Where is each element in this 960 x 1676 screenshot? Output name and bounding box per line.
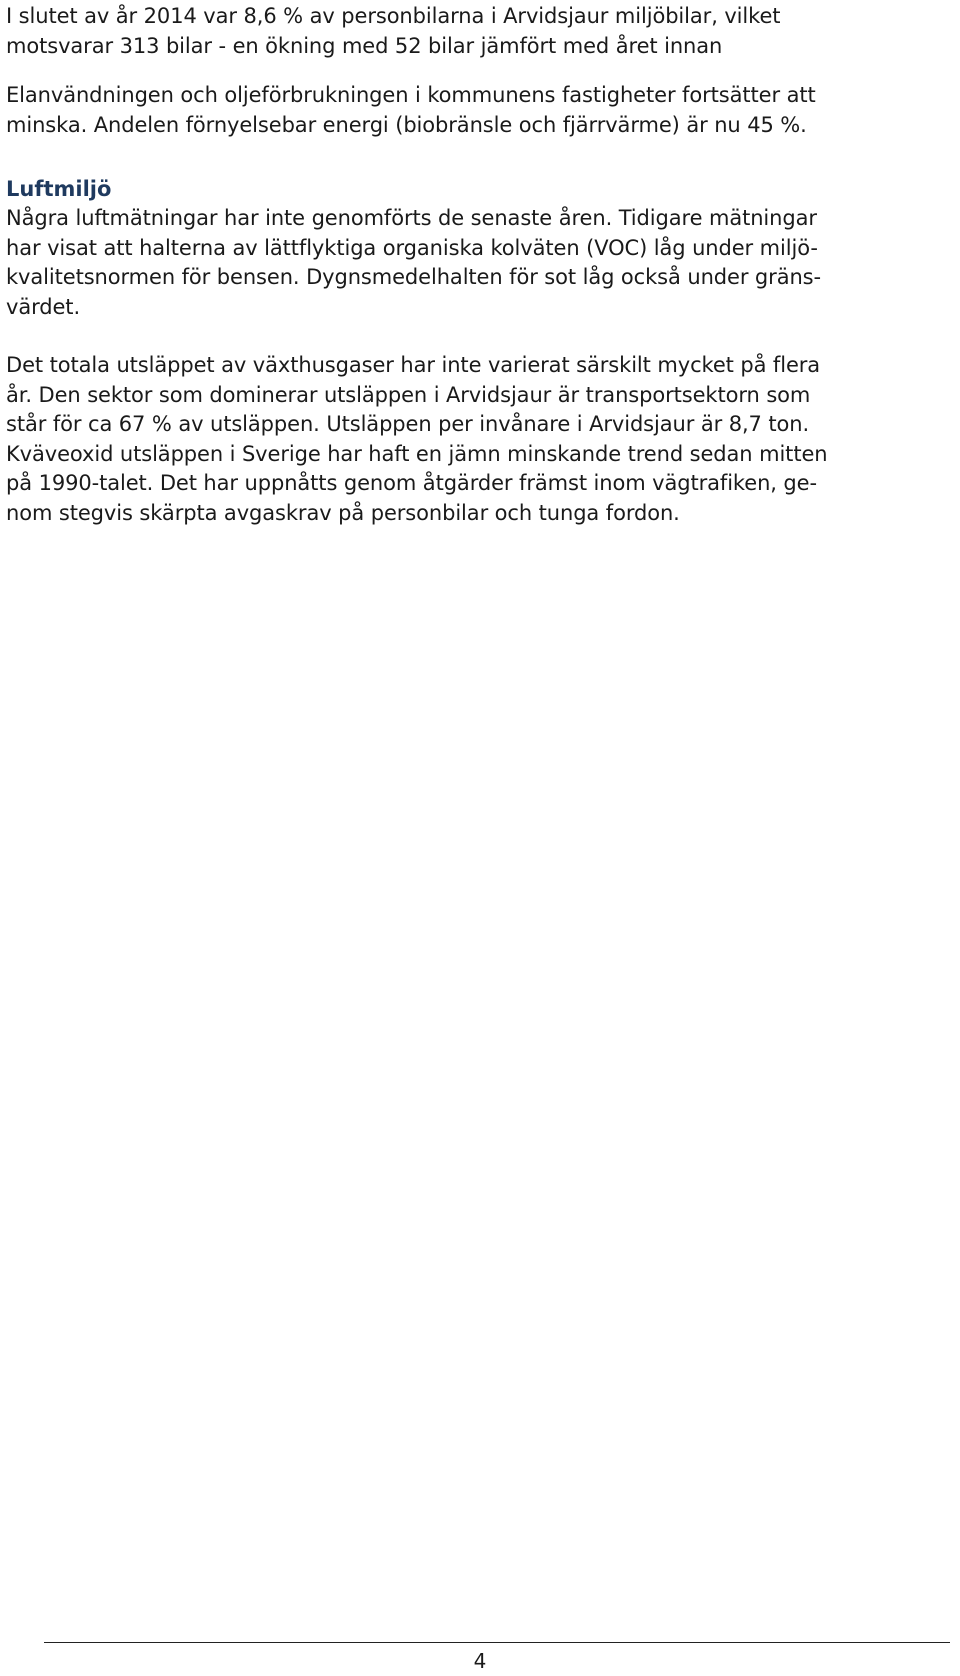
text-line: år. Den sektor som dominerar utsläppen i Arvidsjaur är transportsektorn som <box>6 382 811 407</box>
paragraph-energi <box>6 81 816 140</box>
text-line: I slutet av år 2014 var 8,6 % av personbilarna i Arvidsjaur miljöbilar, vilket <box>6 4 781 28</box>
text-line: värdet. <box>6 294 81 319</box>
text-line: Det totala utsläppet av växthusgaser har inte varierat särskilt mycket på flera <box>6 353 821 377</box>
paragraph-luftmatningar <box>6 204 821 322</box>
text-line: står för ca 67 % av utsläppen. Utsläppen per invånare i Arvidsjaur är 8,7 ton. <box>6 412 810 436</box>
text-line: har visat att halterna av lättflyktiga organiska kolväten (VOC) låg under miljö- <box>6 235 818 260</box>
page-number: 4 <box>473 1649 487 1673</box>
paragraph-miljobilar <box>6 2 780 61</box>
text-line: minska. Andelen förnyelsebar energi (biobränsle och fjärrvärme) är nu 45 %. <box>6 112 807 137</box>
text-line: motsvarar 313 bilar - en ökning med 52 bilar jämfört med året innan <box>6 33 723 58</box>
text-line: nom stegvis skärpta avgaskrav på personbilar och tunga fordon. <box>6 500 680 525</box>
text-line: Elanvändningen och oljeförbrukningen i kommunens fastigheter fortsätter att <box>6 83 816 107</box>
footer-divider <box>44 1642 950 1643</box>
paragraph-vaxthusgaser <box>6 351 827 528</box>
text-line: Kväveoxid utsläppen i Sverige har haft en jämn minskande trend sedan mitten <box>6 441 828 466</box>
section-heading-luftmiljo: Luftmiljö <box>6 177 112 201</box>
text-line: kvalitetsnormen för bensen. Dygnsmedelhalten för sot låg också under gräns- <box>6 265 821 289</box>
text-line: Några luftmätningar har inte genomförts de senaste åren. Tidigare mätningar <box>6 206 817 230</box>
text-line: på 1990-talet. Det har uppnåtts genom åtgärder främst inom vägtrafiken, ge- <box>6 471 817 495</box>
